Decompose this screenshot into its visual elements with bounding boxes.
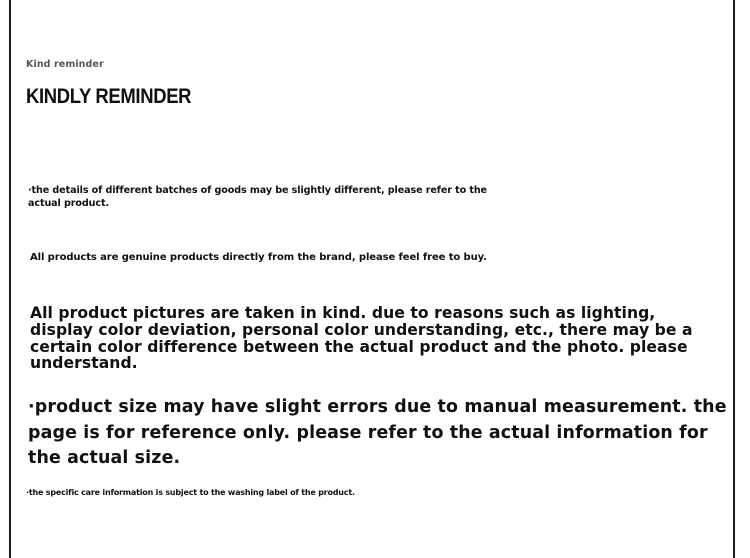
page-frame	[9, 0, 735, 558]
page-title: KINDLY REMINDER	[26, 85, 192, 108]
note-size-errors: ·product size may have slight errors due to manual measurement. the page is for reference only. please refer to the actual information for the actual size.	[28, 397, 727, 468]
section-label: Kind reminder	[26, 59, 104, 70]
note-color-difference: All product pictures are taken in kind. due to reasons such as lighting, display color deviation, personal color understanding, etc., there may be a certain color difference between the actual product and the photo. please understand.	[30, 304, 693, 373]
note-batch-difference: ·the details of different batches of goods may be slightly different, please refer to the actual product.	[28, 185, 487, 209]
note-genuine-products: All products are genuine products directly from the brand, please feel free to buy.	[30, 252, 487, 263]
note-care-information: ·the specific care information is subject to the washing label of the product.	[26, 488, 355, 497]
